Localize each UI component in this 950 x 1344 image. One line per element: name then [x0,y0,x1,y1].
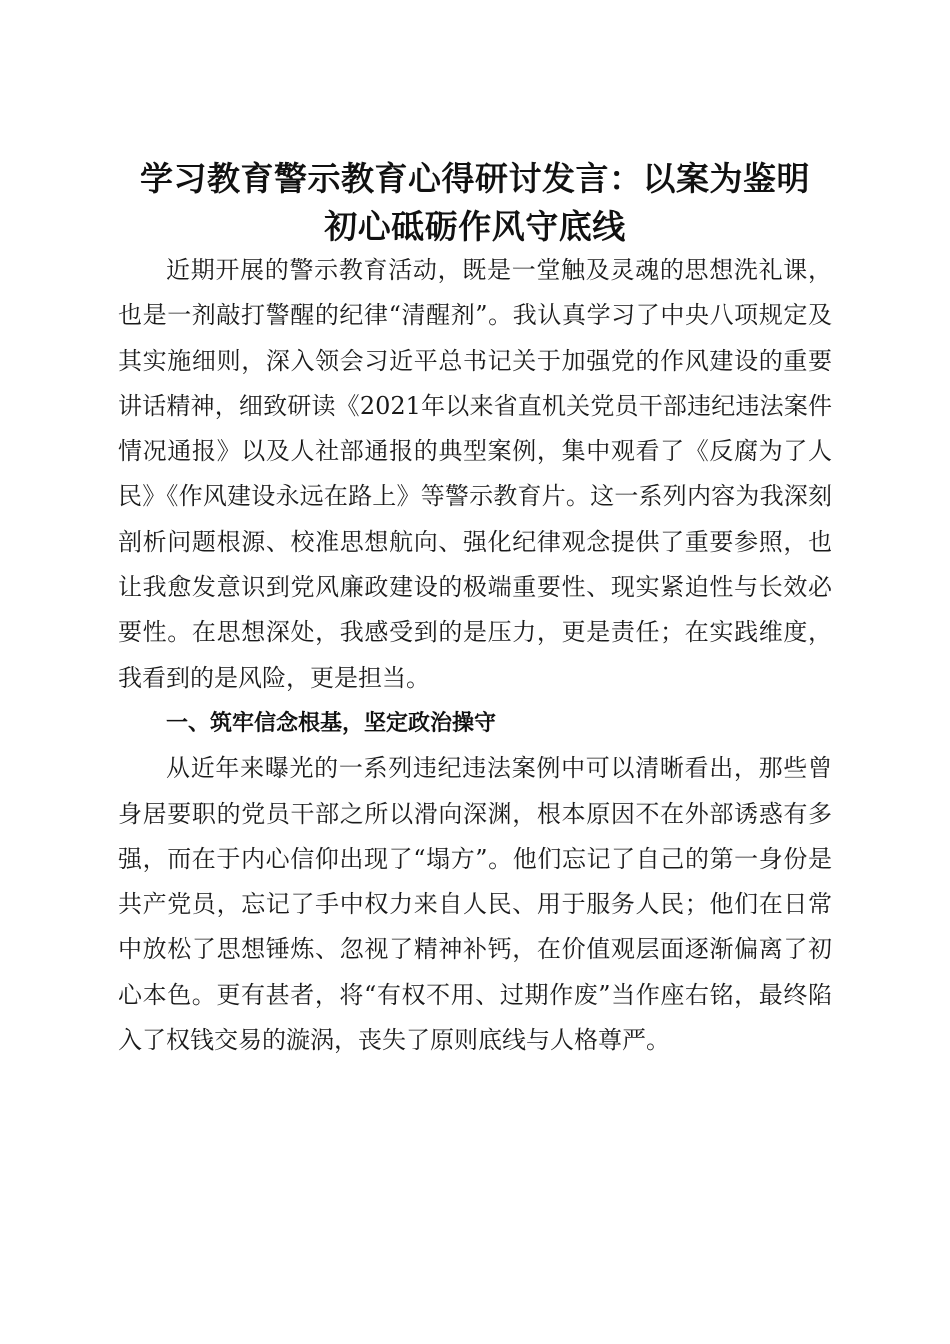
document-title [100,155,850,251]
title-line-1: 学习教育警示教育心得研讨发言：以案为鉴明 [140,159,810,199]
title-line-2: 初心砥砺作风守底线 [324,207,626,247]
section-1-paragraph: 从近年来曝光的一系列违纪违法案例中可以清晰看出，那些曾身居要职的党员干部之所以滑向深渊，根本原因不在外部诱惑有多强，而在于内心信仰出现了“塌方”。他们忘记了自己的第一身份是共产党员，忘记了手中权力来自人民、用于服务人民；他们在日常中放松了思想锤炼、忽视了精神补钙，在价值观层面逐渐偏离了初心本色。更有甚者，将“有权不用、过期作废”当作座右铭，最终陷入了权钱交易的漩涡，丧失了原则底线与人格尊严。 [118,754,832,1055]
section-heading-1: 一、筑牢信念根基，坚定政治操守 [166,710,497,736]
document-body [118,248,832,1063]
intro-paragraph: 近期开展的警示教育活动，既是一堂触及灵魂的思想洗礼课，也是一剂敲打警醒的纪律“清醒剂”。我认真学习了中央八项规定及其实施细则，深入领会习近平总书记关于加强党的作风建设的重要讲话精神，细致研读《2021年以来省直机关党员干部违纪违法案件情况通报》以及人社部通报的典型案例，集中观看了《反腐为了人民》《作风建设永远在路上》等警示教育片。这一系列内容为我深刻剖析问题根源、校准思想航向、强化纪律观念提供了重要参照，也让我愈发意识到党风廉政建设的极端重要性、现实紧迫性与长效必要性。在思想深处，我感受到的是压力，更是责任；在实践维度，我看到的是风险，更是担当。 [118,256,832,692]
